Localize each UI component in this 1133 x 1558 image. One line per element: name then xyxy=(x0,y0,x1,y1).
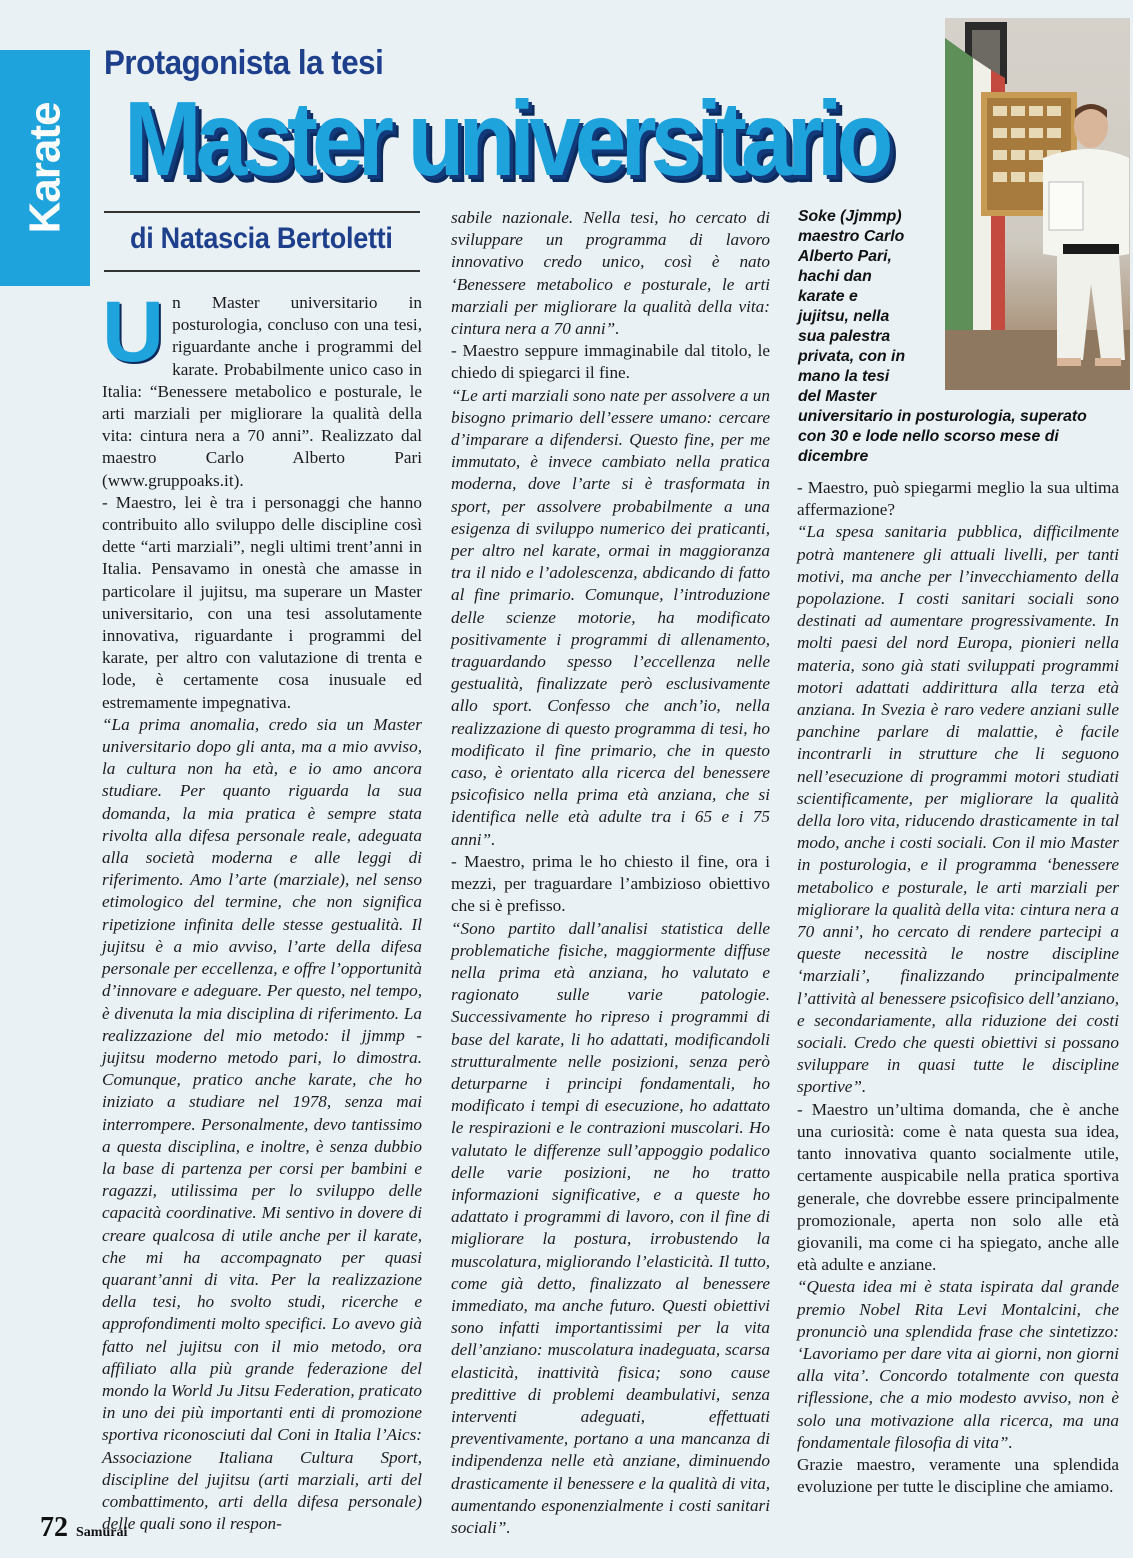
photo-caption xyxy=(798,207,1118,467)
headline: Master universitario xyxy=(124,80,888,198)
paragraph: “Sono partito dall’analisi statistica delle problematiche fisiche, maggiormente diffuse nella prima età anziana, ho valutato e ragionato sulle varie patologie. Successivamente ho ripreso i programmi di base del karate, li ho adattati, modificandoli strutturalmente nelle posizioni, senza però deturparne i principi fondamentali, ho modificato i tempi di esecuzione, ho adattato le respirazioni e le contrazioni muscolari. Ho valutato le differenze sull’appoggio podalico delle varie posizioni, ne ho tratto informazioni significative, e a queste ho adattato i programmi di lavoro, con il fine di migliorare la postura, irrobustendo la muscolatura, migliorando l’elasticità. Il tutto, come già detto, finalizzato al benessere immediato, ma anche futuro. Questi obiettivi sono infatti importantissimi per la vita dell’anziano: muscolatura inadeguata, scarsa elasticità, inattività fisica; sono cause predittive di problemi deambulativi, senza interventi adeguati, effettuati preventivamente, portano a una mancanza di indipendenza nelle età anziane, diminuendo drasticamente il benessere e la qualità di vita, aumentando esponenzialmente i costi sanitari sociali”. xyxy=(451,918,770,1537)
paragraph: - Maestro un’ultima domanda, che è anche una curiosità: come è nata questa sua idea, tanto innovativa quanto socialmente utile, certamente auspicabile nella pratica sportiva generale, che dovrebbe essere principalmente promozionale, aperta non solo alle età giovanili, ma come ci ha spiegato, anche alle età adulte e anziane. xyxy=(797,1099,1119,1275)
caption-line: sua palestra xyxy=(798,328,891,345)
paragraph: “La prima anomalia, credo sia un Master universitario dopo gli anta, ma a mio avviso, la cultura non ha età, e io amo ancora studiare. Per quanto riguarda la sua domanda, la mia pratica è sempre stata rivolta alla difesa personale reale, adeguata alla società moderna e alle leggi di riferimento. Amo l’arte (marziale), nel senso etimologico del termine, che non significa ripetizione infinita delle stesse gestualità. Il jujitsu è a mio avviso, l’arte della difesa personale per eccellenza, e offre l’opportunità d’innovare e adeguare. Per questo, nel tempo, è divenuta la mia disciplina di riferimento. La realizzazione del mio metodo: il jjmmp - jujitsu moderno metodo pari, lo dimostra. Comunque, pratico anche karate, che ho iniziato a studiare nel 1978, senza mai interrompere. Personalmente, devo tantissimo a questa disciplina, e inoltre, è senza dubbio la base di partenza per corsi per bambini e ragazzi, utilissima per lo sviluppo delle capacità coordinative. Mi sentivo in dovere di creare qualcosa di utile anche per il karate, che mi ha accompagnato per quasi quarant’anni di vita. Per la realizzazione della tesi, ho svolto studi, ricerche e approfondimenti molto specifici. Lo avevo già fatto nel jujitsu con il mio metodo, ora affiliato alla più grande federazione del mondo la World Ju Jitsu Federation, praticato in uno dei più importanti enti di promozione sportiva riconosciuti dal Coni in Italia l’Aics: Associazione Italiana Cultura Sport, discipline del jujitsu (arti marziali, arti del combattimento, arti della difesa personale) delle quali sono il respon- xyxy=(102,714,422,1534)
paragraph: - Maestro seppure immaginabile dal titolo, le chiedo di spiegarci il fine. xyxy=(451,341,770,383)
caption-line: del Master xyxy=(798,388,877,405)
paragraph: - Maestro, lei è tra i personaggi che hanno contribuito allo sviluppo delle discipline così dette “arti marziali”, negli ultimi trent’anni in Italia. Pensavamo in onestà che amasse in particolare il jujitsu, ma superare un Master universitario, con una tesi assolutamente innovativa, riguardante i programmi del karate, per altro con valutazione di trenta e lode, è certamente cosa inusuale ed estremamente impegnativa. xyxy=(102,492,422,712)
paragraph: sabile nazionale. Nella tesi, ho cercato di sviluppare un programma di lavoro innovativo credo unico, così è nato ‘Benessere metabolico e posturale, le arti marziali per migliorare la qualità della vita: cintura nera a 70 anni”. xyxy=(451,208,770,339)
section-label: Karate xyxy=(20,102,69,234)
column-3 xyxy=(797,477,1119,1498)
page-number: 72 xyxy=(40,1512,68,1543)
column-2 xyxy=(451,207,770,1539)
paragraph: - Maestro, può spiegarmi meglio la sua ultima affermazione? xyxy=(797,478,1119,520)
paragraph: “Questa idea mi è stata ispirata dal grande premio Nobel Rita Levi Montalcini, che pronunciò una splendida frase che sintetizzo: ‘Lavoriamo per dare vita ai giorni, non giorni alla vita’. Concordo totalmente con questa riflessione, che a mio modesto avviso, non è solo una motivazione alla ricerca, ma una fondamentale filosofia di vita”. xyxy=(797,1277,1119,1452)
paragraph: - Maestro, prima le ho chiesto il fine, ora i mezzi, per traguardare l’ambizioso obiettivo che si è prefisso. xyxy=(451,851,770,916)
caption-line: Soke (Jjmmp) xyxy=(798,208,902,225)
column-2-body xyxy=(451,207,770,1539)
caption-line: hachi dan xyxy=(798,268,872,285)
kicker: Protagonista la tesi xyxy=(104,44,384,82)
byline: di Natascia Bertoletti xyxy=(130,222,393,255)
caption-line: universitario in posturologia, superato xyxy=(798,408,1087,425)
caption-line: con 30 e lode nello scorso mese di xyxy=(798,428,1059,445)
column-3-body xyxy=(797,477,1119,1498)
dropcap: U xyxy=(102,284,165,380)
paragraph: n Master universitario in posturologia, concluso con una tesi, riguardante anche i programmi del karate. Probabilmente unico caso in Italia: “Benessere metabolico e posturale, le arti marziali per migliorare la qualità della vita: cintura nera a 70 anni”. Realizzato dal maestro Carlo Alberto Pari (www.gruppoaks.it). xyxy=(102,293,422,490)
caption-line: karate e xyxy=(798,288,858,305)
caption-line: jujitsu, nella xyxy=(798,308,890,325)
caption-line: Alberto Pari, xyxy=(798,248,892,265)
caption-line: privata, con in xyxy=(798,348,906,365)
byline-rule-bottom xyxy=(104,270,420,272)
paragraph: “Le arti marziali sono nate per assolvere a un bisogno primario dell’essere umano: cercare d’imparare a difendersi. Questo fine, per me immutato, è invece cambiato nella pratica moderna, dove l’arte si è trasformata in sport, per assolvere probabilmente a una esigenza di sviluppo numerico dei praticanti, per altro nel karate, ormai in maggioranza tra il nido e l’adolescenza, abdicando di fatto al fine primario. Comunque, l’introduzione delle scienze motorie, ha modificato positivamente i programmi di allenamento, traguardando spesso l’eccellenza nelle gestualità, finalizzate però esclusivamente allo sport. Confesso che anch’io, nella realizzazione di questo programma di tesi, ho modificato il fine primario, che in questo caso, è orientato alla ricerca del benessere psicofisico nella prima età anziana, che si identifica nelle età adulte tra i 65 e i 75 anni”. xyxy=(451,385,770,849)
section-tab xyxy=(0,50,90,286)
caption-line: dicembre xyxy=(798,448,869,465)
caption-line: maestro Carlo xyxy=(798,228,905,245)
page-footer xyxy=(40,1512,127,1544)
byline-rule-top xyxy=(104,211,420,213)
caption-line: mano la tesi xyxy=(798,368,890,385)
column-1-body xyxy=(102,284,422,1535)
magazine-name: Samurai xyxy=(76,1525,128,1540)
paragraph: Grazie maestro, veramente una splendida evoluzione per tutte le discipline che amiamo. xyxy=(797,1454,1119,1497)
column-1 xyxy=(102,284,422,1535)
paragraph: “La spesa sanitaria pubblica, difficilmente potrà mantenere gli attuali livelli, per tanti motivi, ma anche per l’invecchiamento della popolazione. I costi sanitari sociali sono destinati ad aumentare progressivamente. In molti paesi del nord Europa, pionieri nella materia, sono già stati sviluppati programmi motori adattati addirittura alla terza età anziana. In Svezia è raro vedere anziani sulle panchine parlare di malattie, è facile incontrarli in strutture che li seguono nell’esecuzione di programmi motori studiati scientificamente, per migliorare la qualità della loro vita, riducendo drasticamente in tal modo, anche i costi sociali. Con il mio Master in posturologia, e il programma ‘benessere metabolico e posturale, le arti marziali per migliorare la qualità della vita: cintura nera a 70 anni’, ho cercato di rendere partecipi a queste necessità le nostre discipline ‘marziali’, finalizzando principalmente l’attività al benessere psicofisico dell’anziano, e secondariamente, alla riduzione dei costi sociali. Credo che questi obiettivi si possano sviluppare in quasi tutte le discipline sportive”. xyxy=(797,522,1119,1097)
